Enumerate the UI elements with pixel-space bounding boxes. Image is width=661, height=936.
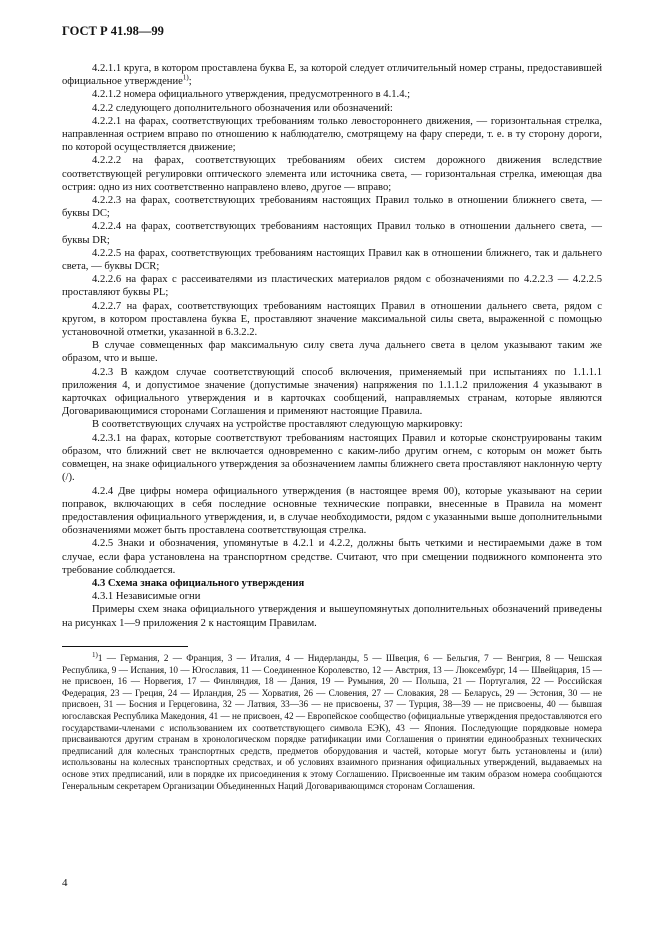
footnote-mark: 1)	[92, 650, 98, 659]
paragraph-4-2-1-1	[62, 62, 602, 88]
paragraph-4-2-2-4: 4.2.2.4 на фарах, соответствующих требованиям настоящих Правил только в отношении дальнего света, — буквы DR;	[62, 221, 602, 246]
paragraph-4-2-2-3: 4.2.2.3 на фарах, соответствующих требованиям настоящих Правил только в отношении ближнего света, — буквы DC;	[62, 195, 602, 220]
paragraph-4-3-1: 4.3.1 Независимые огни	[92, 591, 201, 603]
paragraph-4-2-1-2: 4.2.1.2 номера официального утверждения, предусмотренного в 4.1.4.;	[92, 89, 411, 101]
section-heading-4-3: 4.3 Схема знака официального утверждения	[92, 577, 305, 589]
paragraph-combined-lamps: В случае совмещенных фар максимальную силу света луча дальнего света в целом указывают таким же образом, что и выше.	[62, 340, 602, 365]
footnote-divider	[62, 646, 188, 647]
paragraph-4-2-2-2: 4.2.2.2 на фарах, соответствующих требованиям обеих систем дорожного движения вследствие соответствующей регулировки оптического элемента или источника света, — горизонтальная стрелка, имеющая два острия: одно из них соответственно направлено влево, другое — вправо;	[62, 155, 602, 193]
paragraph-4-2-2-6: 4.2.2.6 на фарах с рассеивателями из пластических материалов рядом с обозначениями по 4.2.2.3 — 4.2.2.5 проставляют буквы PL;	[62, 274, 602, 299]
paragraph-4-2-4: 4.2.4 Две цифры номера официального утверждения (в настоящее время 00), которые указывают на серии поправок, включающих в себя последние основные технические поправки, внесенные в Правила на момент предоставления официального утверждения, и, в случае необходимости, рядом с указанными выше дополнительными обозначениями может быть проставлена соответствующая стрелка.	[62, 485, 602, 537]
page-number: 4	[62, 877, 68, 889]
paragraph-4-2-3: 4.2.3 В каждом случае соответствующий способ включения, применяемый при испытаниях по 1.1.1.1 приложения 4, и допустимое значение (допустимые значения) напряжения по 1.1.1.2 приложения 4 указывают в карточках официального утверждения и в карточках сообщений, направляемых странам, которые являются Договаривающимися сторонами Соглашения и применяют настоящие Правила.	[62, 366, 602, 418]
paragraph-examples: Примеры схем знака официального утверждения и вышеупомянутых дополнительных обозначений приведены на рисунках 1—9 приложения 2 к настоящим Правилам.	[62, 604, 602, 629]
page-header-title: ГОСТ Р 41.98—99	[62, 24, 164, 38]
footnote	[62, 650, 602, 792]
paragraph-4-2-5: 4.2.5 Знаки и обозначения, упомянутые в 4.2.1 и 4.2.2, должны быть четкими и нестираемыми даже в том случае, если фара установлена на транспортном средстве. Считают, что при смещении подвижного компонента это требование соблюдается.	[62, 538, 602, 576]
paragraph-4-2-2: 4.2.2 следующего дополнительного обозначения или обозначений:	[92, 102, 393, 114]
paragraph-4-2-3-1: 4.2.3.1 на фарах, которые соответствуют требованиям настоящих Правил и которые сконструированы таким образом, что ближний свет не включается одновременно с каким-либо другим огнем, с которым он может быть совмещен, на знаке официального утверждения за обозначением лампы ближнего света проставляют наклонную черту (/).	[62, 432, 602, 484]
paragraph-4-2-2-1: 4.2.2.1 на фарах, соответствующих требованиям только левостороннего движения, — горизонтальная стрелка, направленная острием вправо по отношению к наблюдателю, смотрящему на фару спереди, т. е. в ту сторону дороги, по которой осуществляется движение;	[62, 115, 602, 154]
paragraph-marking-intro: В соответствующих случаях на устройстве проставляют следующую маркировку:	[92, 419, 463, 431]
paragraph-tail: ;	[188, 76, 192, 88]
paragraph-text: 4.2.1.1 круга, в котором проставлена буква Е, за которой следует отличительный номер страны, предоставившей официальное утверждение	[62, 63, 602, 88]
paragraph-4-2-2-5: 4.2.2.5 на фарах, соответствующих требованиям настоящих Правил как в отношении ближнего, так и дальнего света, — буквы DCR;	[62, 247, 602, 273]
paragraph-4-2-2-7: 4.2.2.7 на фарах, соответствующих требованиям настоящих Правил в отношении дальнего света, рядом с кругом, в котором проставлена буква Е, проставляют значение максимальной силы света, выраженной с помощью установочной отметки, указанной в 6.3.2.2.	[62, 300, 602, 339]
body-text	[62, 62, 602, 630]
footnote-text: 1 — Германия, 2 — Франция, 3 — Италия, 4 — Нидерланды, 5 — Швеция, 6 — Бельгия, 7 — Венгрия, 8 — Чешская Республика, 9 — Испания, 10 — Югославия, 11 — Соединенное Королевство, 12 — Австрия, 13 — Люксембург, 14 — Швейцария, 15 — не присвоен, 16 — Норвегия, 17 — Финляндия, 18 — Дания, 19 — Румыния, 20 — Польша, 21 — Португалия, 22 — Российская Федерация, 23 — Греция, 24 — Ирландия, 25 — Хорватия, 26 — Словения, 27 — Словакия, 28 — Беларусь, 29 — Эстония, 30 — не присвоен, 31 — Босния и Герцеговина, 32 — Латвия, 33—36 — не присвоены, 37 — Турция, 38—39 — не присвоены, 40 — бывшая югославская Республика Македония, 41 — не присвоен, 42 — Европейское сообщество (официальные утверждения предоставляются его государствами-членами с использованием их соответствующего символа ЕЭК), 43 — Япония. Последующие порядковые номера присваиваются другим странам в хронологическом порядке ратификации ими Соглашения о принятии единообразных технических предписаний для колесных транспортных средств, предметов оборудования и частей, которые могут быть установлены и (или) использованы на колесных транспортных средствах, и об условиях взаимного признания официальных утверждений, выдаваемых на основе этих предписаний, или в порядке их присоединения к этому Соглашению. Присвоенные им таким образом номера сообщаются Генеральным секретарем Организации Объединенных Наций Договаривающимся сторонам Соглашения.	[62, 653, 602, 791]
footnote-ref: 1)	[182, 73, 189, 82]
